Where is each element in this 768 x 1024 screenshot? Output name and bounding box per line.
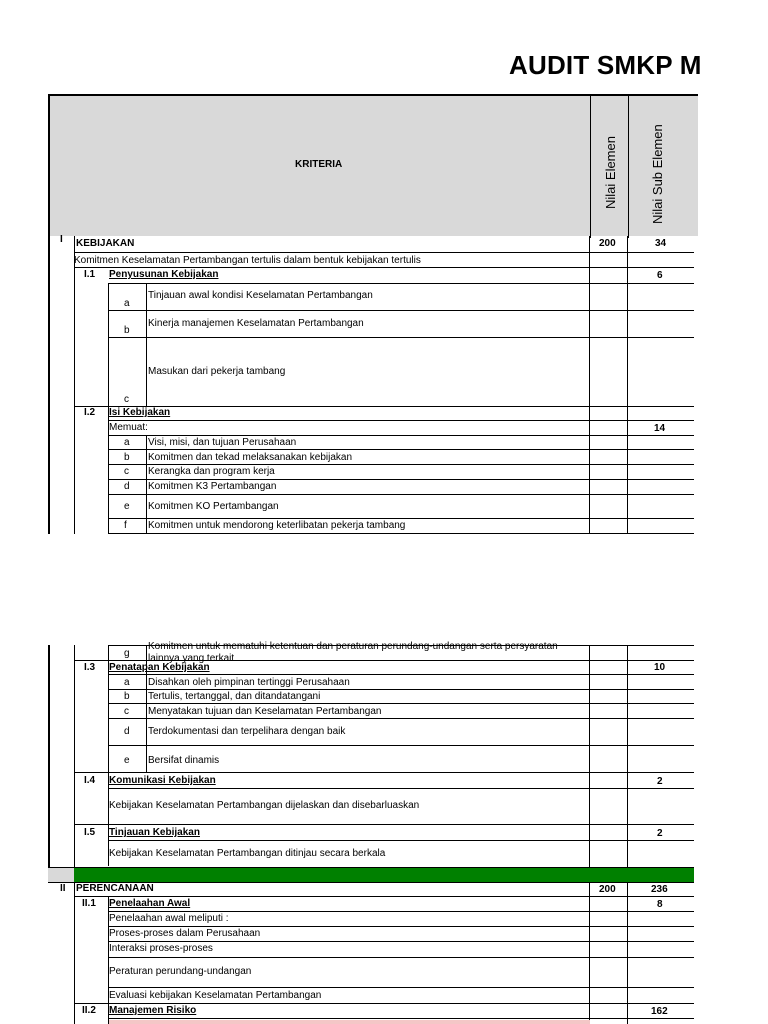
item-text: Terdokumentasi dan terpelihara dengan baik: [148, 726, 346, 737]
item-letter: d: [124, 726, 130, 737]
item-letter: e: [124, 501, 130, 512]
item-letter: f: [124, 520, 127, 531]
subsection-label: Manajemen Risiko: [109, 1005, 197, 1016]
section-label: KEBIJAKAN: [76, 238, 135, 249]
item-text: Komitmen untuk mematuhi ketentuan dan peraturan perundang-undangan serta persyaratan: [148, 641, 558, 652]
nilai-sub-elemen-value: 34: [655, 238, 667, 249]
item-letter: e: [124, 755, 130, 766]
item-letter: a: [124, 677, 130, 688]
item-text: Komitmen KO Pertambangan: [148, 501, 279, 512]
nilai-sub-elemen-value: 2: [657, 828, 663, 839]
item-letter: b: [124, 691, 130, 702]
item-text: Tinjauan awal kondisi Keselamatan Pertambangan: [148, 290, 373, 301]
nilai-elemen-header: Nilai Elemen: [603, 136, 618, 209]
page-title: AUDIT SMKP M: [509, 50, 702, 80]
item-letter: d: [124, 481, 130, 492]
item-text: Kinerja manajemen Keselamatan Pertambangan: [148, 318, 364, 329]
subsection-label: Isi Kebijakan: [109, 407, 171, 418]
nilai-sub-elemen-value: 10: [654, 662, 666, 673]
description-text: Kebijakan Keselamatan Pertambangan ditinjau secara berkala: [109, 848, 386, 859]
item-letter: c: [124, 706, 129, 717]
section-divider-bar: [74, 868, 694, 882]
item-text: Komitmen dan tekad melaksanakan kebijakan: [148, 452, 353, 463]
kriteria-header: KRITERIA: [295, 159, 343, 170]
nilai-sub-elemen-value: 236: [651, 884, 668, 895]
description-text: Evaluasi kebijakan Keselamatan Pertambangan: [109, 990, 322, 1001]
table-header: [48, 94, 698, 236]
highlighted-row: [109, 1020, 590, 1024]
subsection-number: I.4: [84, 775, 96, 786]
item-text: Disahkan oleh pimpinan tertinggi Perusahaan: [148, 677, 350, 688]
item-letter: c: [124, 394, 129, 405]
nilai-sub-elemen-value: 2: [657, 776, 663, 787]
item-text: Visi, misi, dan tujuan Perusahaan: [148, 437, 297, 448]
subsection-label: Komunikasi Kebijakan: [109, 775, 216, 786]
nilai-sub-elemen-value: 6: [657, 270, 663, 281]
item-letter: b: [124, 325, 130, 336]
item-text: Tertulis, tertanggal, dan ditandatangani: [148, 691, 321, 702]
item-text: Menyatakan tujuan dan Keselamatan Pertambangan: [148, 706, 382, 717]
subsection-number: II.1: [82, 898, 96, 909]
item-letter: b: [124, 452, 130, 463]
subsection-label: Tinjauan Kebijakan: [109, 827, 200, 838]
description-text: Kebijakan Keselamatan Pertambangan dijelaskan dan disebarluaskan: [109, 800, 420, 811]
description-text: Peraturan perundang-undangan: [109, 966, 252, 977]
description-text: Memuat:: [109, 422, 148, 433]
nilai-elemen-value: 200: [599, 884, 616, 895]
subsection-label: Penelaahan Awal: [109, 898, 191, 909]
subsection-label: Penatapan Kebijakan: [109, 662, 210, 673]
item-letter: a: [124, 298, 130, 309]
subsection-number: I.5: [84, 827, 96, 838]
subsection-number: I.1: [84, 269, 96, 280]
nilai-elemen-value: 200: [599, 238, 616, 249]
item-letter: c: [124, 466, 129, 477]
nilai-sub-elemen-value: 8: [657, 899, 663, 910]
section-divider: [48, 868, 74, 882]
item-text: Komitmen untuk mendorong keterlibatan pekerja tambang: [148, 520, 406, 531]
section-label: PERENCANAAN: [76, 883, 154, 894]
subsection-number: II.2: [82, 1005, 96, 1016]
item-text: Komitmen K3 Pertambangan: [148, 481, 277, 492]
description-text: Penelaahan awal meliputi :: [109, 913, 229, 924]
nilai-sub-elemen-value: 14: [654, 423, 666, 434]
item-letter: a: [124, 437, 130, 448]
item-text: Kerangka dan program kerja: [148, 466, 275, 477]
item-text: Masukan dari pekerja tambang: [148, 366, 286, 377]
nilai-sub-elemen-value: 162: [651, 1006, 668, 1017]
description-text: Interaksi proses-proses: [109, 943, 213, 954]
description-text: Komitmen Keselamatan Pertambangan tertulis dalam bentuk kebijakan tertulis: [74, 255, 421, 266]
section-number: II: [60, 883, 66, 894]
section-number: I: [60, 234, 63, 245]
subsection-number: I.2: [84, 407, 96, 418]
item-text: Bersifat dinamis: [148, 755, 220, 766]
item-letter: g: [124, 648, 130, 659]
item-text: lainnya yang terkait: [148, 653, 235, 664]
subsection-number: I.3: [84, 662, 96, 673]
description-text: Proses-proses dalam Perusahaan: [109, 928, 261, 939]
subsection-label: Penyusunan Kebijakan: [109, 269, 219, 280]
nilai-sub-elemen-header: Nilai Sub Elemen: [650, 124, 665, 224]
